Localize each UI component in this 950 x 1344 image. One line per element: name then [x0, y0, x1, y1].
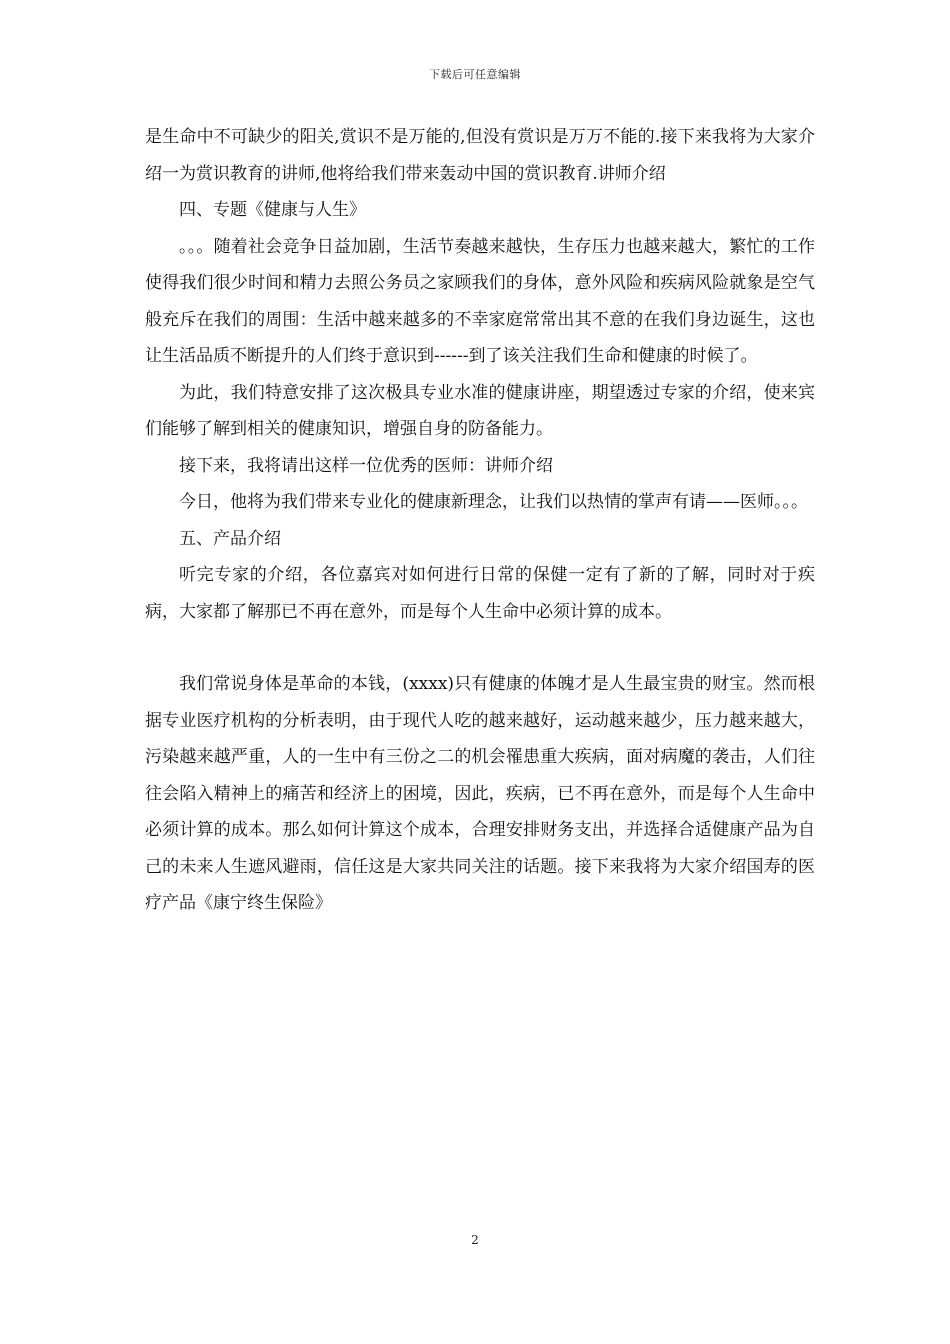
paragraph-after-lecture: 听完专家的介绍，各位嘉宾对如何进行日常的保健一定有了新的了解，同时对于疾病，大家都了解那已不再在意外，而是每个人生命中必须计算的成本。 — [145, 565, 815, 622]
paragraph-intro-continuation: 是生命中不可缺少的阳关,赏识不是万能的,但没有赏识是万万不能的.接下来我将为大家介绍一为赏识教育的讲师,他将给我们带来轰动中国的赏识教育.讲师介绍 — [145, 127, 815, 184]
page-number: 2 — [471, 1233, 479, 1247]
paragraph-health-context: 。。。随着社会竞争日益加剧，生活节奏越来越快，生存压力也越来越大，繁忙的工作使得我们很少时间和精力去照公务员之家顾我们的身体，意外风险和疾病风险就象是空气般充斥在我们的周围：生活中越来越多的不幸家庭常常出其不意的在我们身边诞生，这也让生活品质不断提升的人们终于意识到------到了该关注我们生命和健康的时候了。 — [145, 236, 815, 366]
paragraph-lecture-purpose: 为此，我们特意安排了这次极具专业水准的健康讲座，期望透过专家的介绍，使来宾们能够了解到相关的健康知识，增强自身的防备能力。 — [145, 382, 815, 439]
page-header: 下载后可任意编辑 — [429, 68, 521, 81]
blank-line — [145, 630, 815, 666]
section-heading-product: 五、产品介绍 — [179, 528, 281, 549]
paragraph-product-intro: 我们常说身体是革命的本钱，(xxxx)只有健康的体魄才是人生最宝贵的财宝。然而根据专业医疗机构的分析表明，由于现代人吃的越来越好，运动越来越少，压力越来越大，污染越来越严重，人的一生中有三份之二的机会罹患重大疾病，面对病魔的袭击，人们往往会陷入精神上的痛苦和经济上的困境，因此，疾病，已不再在意外，而是每个人生命中必须计算的成本。那么如何计算这个成本，合理安排财务支出，并选择合适健康产品为自己的未来人生遮风避雨，信任这是大家共同关注的话题。接下来我将为大家介绍国寿的医疗产品《康宁终生保险》 — [145, 674, 815, 913]
paragraph-applause: 今日，他将为我们带来专业化的健康新理念，让我们以热情的掌声有请——医师。。。 — [179, 492, 808, 512]
paragraph-invite-doctor: 接下来，我将请出这样一位优秀的医师：讲师介绍 — [179, 455, 553, 476]
section-heading-health: 四、专题《健康与人生》 — [179, 200, 366, 220]
document-body — [145, 119, 815, 922]
